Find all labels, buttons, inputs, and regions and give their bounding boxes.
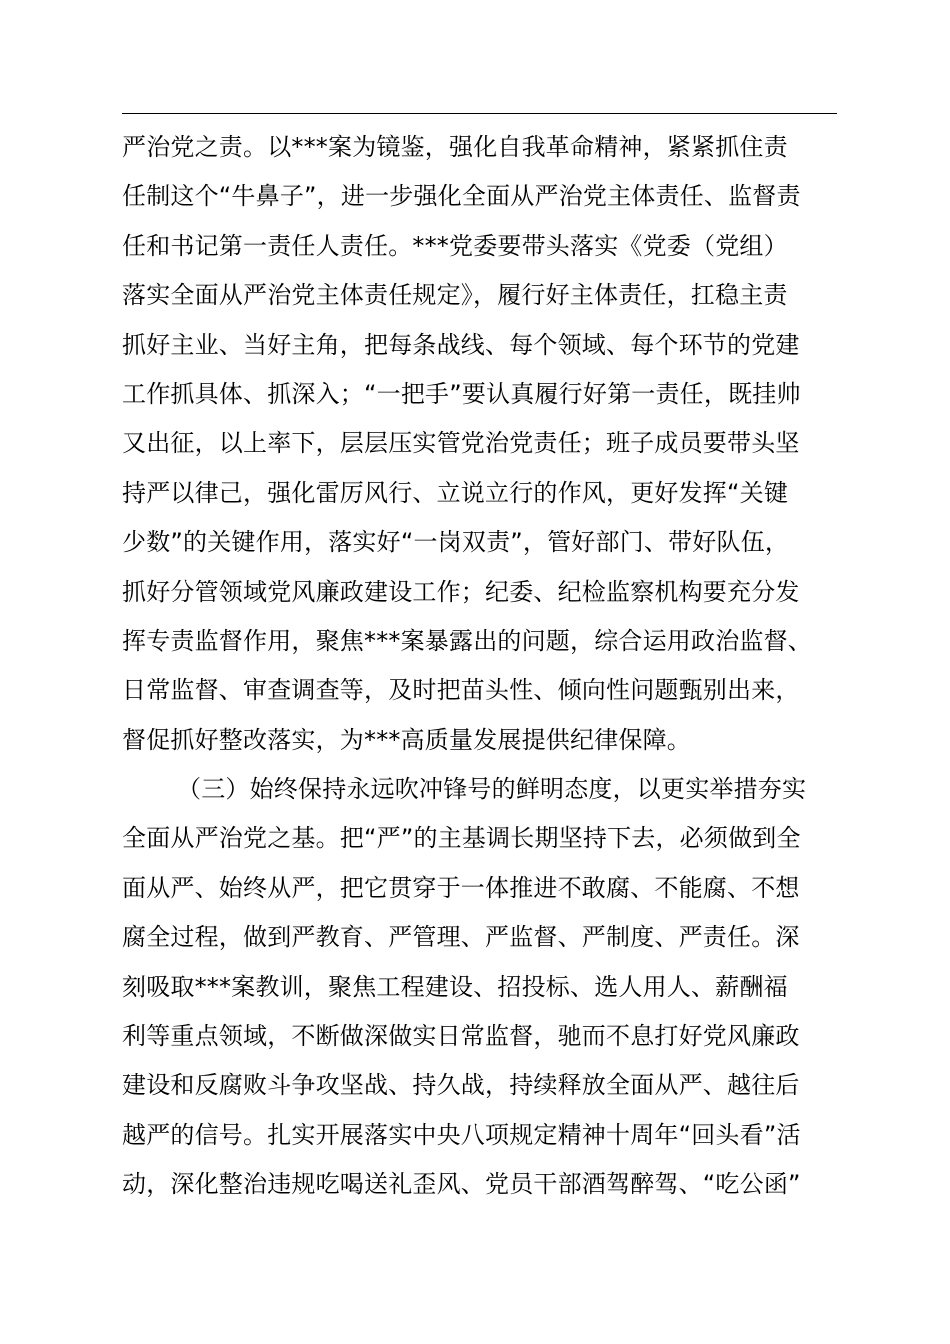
section-heading-line: （三）始终保持永远吹冲锋号的鲜明态度，以更实举措夯实 bbox=[177, 775, 807, 804]
text-line: 面从严、始终从严，把它贯穿于一体推进不敢腐、不能腐、不想 bbox=[122, 873, 800, 902]
text-line: 又出征，以上率下，层层压实管党治党责任；班子成员要带头坚 bbox=[122, 429, 800, 458]
text-line: 建设和反腐败斗争攻坚战、持久战，持续释放全面从严、越往后 bbox=[122, 1071, 800, 1100]
text-line: 挥专责监督作用，聚焦***案暴露出的问题，综合运用政治监督、 bbox=[122, 626, 812, 655]
text-line: 日常监督、审查调查等，及时把苗头性、倾向性问题甄别出来， bbox=[122, 676, 800, 705]
text-line: 严治党之责。以***案为镜鉴，强化自我革命精神，紧紧抓住责 bbox=[122, 133, 788, 161]
text-line: 抓好分管领域党风廉政建设工作；纪委、纪检监察机构要充分发 bbox=[122, 577, 800, 606]
text-line: 任制这个“牛鼻子”，进一步强化全面从严治党主体责任、监督责 bbox=[122, 182, 801, 211]
text-line: 少数”的关键作用，落实好“一岗双责”，管好部门、带好队伍， bbox=[122, 528, 790, 557]
text-line: 越严的信号。扎实开展落实中央八项规定精神十周年“回头看”活 bbox=[122, 1120, 801, 1149]
text-line: 工作抓具体、抓深入；“一把手”要认真履行好第一责任，既挂帅 bbox=[122, 379, 801, 408]
text-line: 持严以律己，强化雷厉风行、立说立行的作风，更好发挥“关键 bbox=[122, 478, 789, 507]
text-line: 利等重点领域，不断做深做实日常监督，驰而不息打好党风廉政 bbox=[122, 1022, 800, 1051]
text-line: 督促抓好整改落实，为***高质量发展提供纪律保障。 bbox=[122, 725, 691, 754]
text-line: 全面从严治党之基。把“严”的主基调长期坚持下去，必须做到全 bbox=[122, 824, 801, 853]
text-line: 动，深化整治违规吃喝送礼歪风、党员干部酒驾醉驾、“吃公函” bbox=[122, 1170, 801, 1199]
text-line: 抓好主业、当好主角，把每条战线、每个领域、每个环节的党建 bbox=[122, 330, 800, 359]
text-line: 落实全面从严治党主体责任规定》，履行好主体责任，扛稳主责 bbox=[122, 281, 788, 310]
header-rule bbox=[122, 113, 837, 114]
text-line: 刻吸取***案教训，聚焦工程建设、招投标、选人用人、薪酬福 bbox=[122, 972, 788, 1001]
text-line: 任和书记第一责任人责任。***党委要带头落实《党委（党组） bbox=[122, 231, 788, 260]
document-body bbox=[122, 123, 862, 1210]
text-line: 腐全过程，做到严教育、严管理、严监督、严制度、严责任。深 bbox=[122, 923, 800, 952]
